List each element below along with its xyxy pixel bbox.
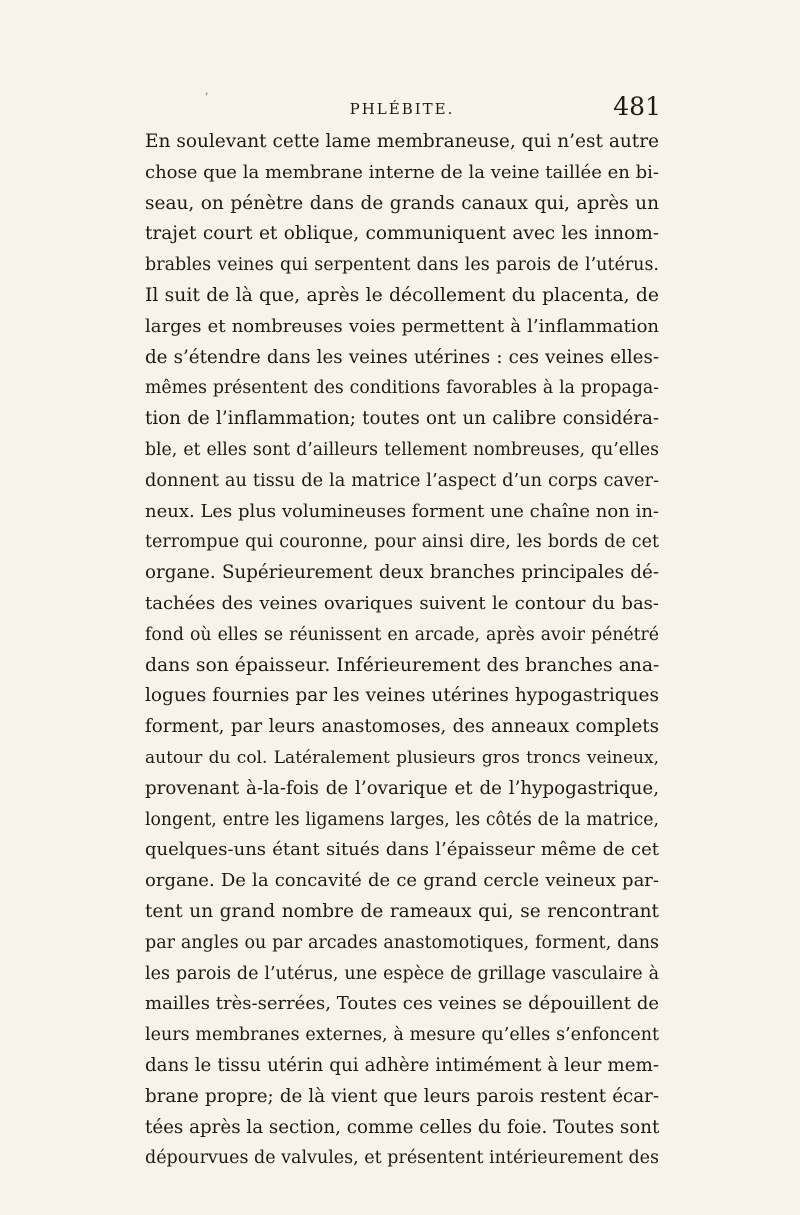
text-line: forment, par leurs anastomoses, des anneaux complets bbox=[145, 716, 659, 738]
text-line: Il suit de là que, après le décollement du placenta, de bbox=[145, 284, 659, 306]
text-line: organe. De la concavité de ce grand cercle veineux par- bbox=[145, 870, 659, 892]
text-line: les parois de l’utérus, une espèce de grillage vasculaire à bbox=[145, 963, 659, 984]
text-line: brables veines qui serpentent dans les parois de l’utérus. bbox=[145, 255, 659, 276]
text-line: organe. Supérieurement deux branches principales dé- bbox=[145, 562, 659, 584]
text-line: tent un grand nombre de rameaux qui, se rencontrant bbox=[145, 900, 659, 922]
page-number: 481 bbox=[613, 92, 661, 121]
text-line: brane propre; de là vient que leurs parois restent écar- bbox=[145, 1085, 659, 1107]
text-line: de s’étendre dans les veines utérines : ces veines elles- bbox=[145, 346, 659, 368]
text-line: quelques-uns étant situés dans l’épaisseur même de cet bbox=[145, 839, 659, 861]
text-line: leurs membranes externes, à mesure qu’elles s’enfoncent bbox=[145, 1025, 659, 1046]
text-line: tées après la section, comme celles du foie. Toutes sont bbox=[145, 1116, 659, 1138]
text-line: tachées des veines ovariques suivent le contour du bas- bbox=[145, 592, 659, 614]
text-line: provenant à-la-fois de l’ovarique et de l’hypogastrique, bbox=[145, 777, 659, 799]
text-line: par angles ou par arcades anastomotiques, forment, dans bbox=[145, 932, 659, 953]
text-line: mêmes présentent des conditions favorables à la propaga- bbox=[145, 378, 659, 399]
text-line: seau, on pénètre dans de grands canaux qui, après un bbox=[145, 192, 659, 214]
running-head bbox=[145, 92, 659, 122]
text-line: mailles très-serrées, Toutes ces veines se dépouillent de bbox=[145, 993, 659, 1015]
text-line: ble, et elles sont d’ailleurs tellement nombreuses, qu’elles bbox=[145, 439, 659, 460]
text-line: donnent au tissu de la matrice l’aspect d’un corps caver- bbox=[145, 470, 659, 491]
text-line: larges et nombreuses voies permettent à l’inflammation bbox=[145, 315, 659, 337]
text-line: fond où elles se réunissent en arcade, après avoir pénétré bbox=[145, 624, 659, 645]
body-text bbox=[145, 127, 659, 1174]
running-title: PHLÉBITE. bbox=[349, 100, 455, 118]
text-line: chose que la membrane interne de la veine taillée en bi- bbox=[145, 161, 659, 183]
text-line: longent, entre les ligamens larges, les côtés de la matrice, bbox=[145, 809, 659, 830]
text-line: autour du col. Latéralement plusieurs gros troncs veineux, bbox=[145, 747, 659, 768]
ink-speck: , bbox=[205, 84, 209, 97]
text-line: neux. Les plus volumineuses forment une chaîne non in- bbox=[145, 500, 659, 522]
text-line: logues fournies par les veines utérines hypogastriques bbox=[145, 685, 659, 707]
text-line: dans son épaisseur. Inférieurement des branches ana- bbox=[145, 654, 659, 676]
text-line: terrompue qui couronne, pour ainsi dire, les bords de cet bbox=[145, 532, 659, 553]
text-line: dépourvues de valvules, et présentent intérieurement des bbox=[145, 1148, 659, 1169]
text-line: En soulevant cette lame membraneuse, qui n’est autre bbox=[145, 131, 659, 152]
text-line: dans le tissu utérin qui adhère intimément à leur mem- bbox=[145, 1054, 659, 1076]
text-line: trajet court et oblique, communiquent avec les innom- bbox=[145, 223, 659, 245]
text-line: tion de l’inflammation; toutes ont un calibre considéra- bbox=[145, 408, 659, 430]
